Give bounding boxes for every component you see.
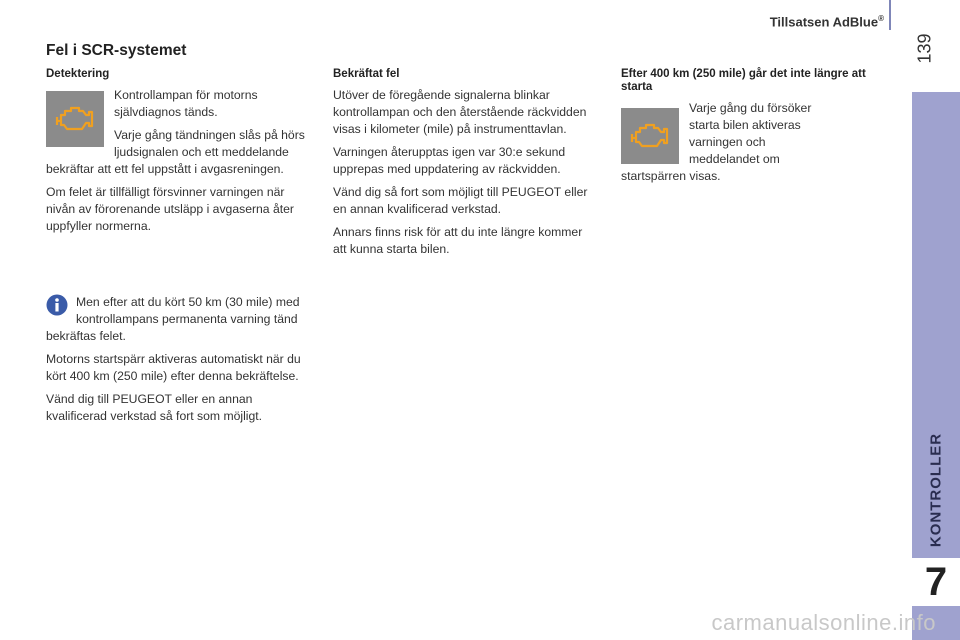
column-detektering: [46, 68, 314, 241]
paragraph: Om felet är tillfälligt försvinner varningen när nivån av förorenande utsläpp i avgaserna åter uppfyller normerna.: [46, 185, 294, 233]
info-paragraph: Vänd dig till PEUGEOT eller en annan kvalificerad verkstad så fort som möjligt.: [46, 392, 263, 423]
paragraph: Varningen återupptas igen var 30:e sekund upprepas med uppdatering av räckvidden.: [333, 145, 566, 176]
watermark: carmanualsonline.info: [711, 610, 936, 635]
chapter-number: 7: [912, 558, 960, 606]
paragraph: Varje gång du försöker starta bilen aktiveras varningen och meddelandet om startspärren visas.: [621, 101, 812, 183]
header-title: Tillsatsen AdBlue®: [769, 14, 884, 30]
side-tab-label: KONTROLLER: [927, 432, 945, 548]
heading-bekraftat-fel: Bekräftat fel: [333, 68, 400, 80]
paragraph: Varje gång tändningen slås på hörs ljudsignalen och ett meddelande bekräftar att ett fel uppstått i avgasreningen.: [46, 128, 305, 176]
registered-mark: ®: [878, 14, 884, 23]
heading-detektering: Detektering: [46, 68, 110, 80]
header-rule: [889, 0, 891, 30]
paragraph: Kontrollampan för motorns självdiagnos tänds.: [114, 88, 258, 119]
column-startsparr: [621, 68, 893, 191]
heading-startsparr: Efter 400 km (250 mile) går det inte längre att starta: [621, 68, 866, 93]
info-paragraph: Men efter att du kört 50 km (30 mile) med kontrollampans permanenta varning tänd bekräftas felet.: [46, 295, 300, 343]
paragraph: Vänd dig så fort som möjligt till PEUGEOT eller en annan kvalificerad verkstad.: [333, 185, 588, 216]
column-bekraftat-fel: [333, 68, 595, 264]
paragraph: Annars finns risk för att du inte längre kommer att kunna starta bilen.: [333, 225, 583, 256]
engine-warning-icon: [621, 108, 679, 164]
info-box: [46, 294, 302, 431]
paragraph: Utöver de föregående signalerna blinkar kontrollampan och den återstående räckvidden visas i kilometer (mile) på instrumenttavlan.: [333, 88, 587, 136]
info-icon: [46, 294, 68, 316]
info-paragraph: Motorns startspärr aktiveras automatiskt när du kört 400 km (250 mile) efter denna bekräftelse.: [46, 352, 301, 383]
section-title: Fel i SCR-systemet: [46, 42, 187, 59]
engine-warning-icon: [46, 91, 104, 147]
page-number: 139: [914, 33, 935, 64]
